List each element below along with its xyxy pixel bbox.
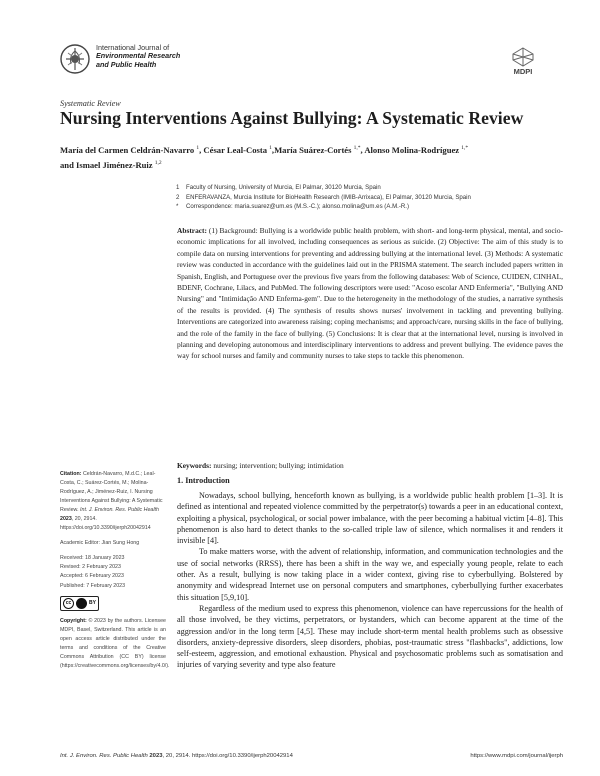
article-type: Systematic Review xyxy=(60,99,121,108)
journal-logo-icon xyxy=(60,44,90,74)
mdpi-logo xyxy=(506,46,540,76)
footer-journal-link[interactable]: https://www.mdpi.com/journal/ijerph xyxy=(470,753,563,759)
paragraph: Nowadays, school bullying, henceforth known as bullying, is a worldwide public health problem [1–3]. It is defined as intentional and repeated violence committed by the perpetrator(s) towards a peer in an educational context, exploiting a physical, psychological, or social power imbalance, with the peer becoming a habitual victim [4–8]. This phenomenon is also hard to detect thanks to the so-called triple law of silence, which normalises it and renders it invisible [4]. xyxy=(177,491,563,546)
attribution-icon xyxy=(76,598,87,609)
creative-commons-icon: cc xyxy=(63,598,74,609)
published-date: Published: 7 February 2023 xyxy=(60,582,126,589)
citation: Citation: Celdrán-Navarro, M.d.C.; Leal-Costa, C.; Suárez-Cortés, M.; Molina-Rodríguez, A.; Jiménez-Ruiz, I. Nursing Interventions Against Bullying: A Systematic Review. Int. J. Environ. Res. Public Health 2023, 20, 2914. https://doi.org/10.3390/ijerph20042914 xyxy=(60,471,163,532)
affiliations: 1 Faculty of Nursing, University of Murcia, El Palmar, 30120 Murcia, Spain 2 ENFERAVANZA, Murcia Institute for BioHealth Research (IMIB-Arrixaca), El Palmar, 30120 Murcia, Spain * Correspondence: maria.suarez@um.es (M.S.-C.); alonso.molina@um.es (A.M.-R.) xyxy=(176,184,471,210)
accepted-date: Accepted: 6 February 2023 xyxy=(60,573,124,580)
footer-citation: Int. J. Environ. Res. Public Health 2023, 20, 2914. https://doi.org/10.3390/ijerph20042914 xyxy=(60,753,293,759)
article-sidebar xyxy=(60,470,170,671)
mdpi-label: MDPI xyxy=(513,67,533,76)
author-list: María del Carmen Celdrán-Navarro $^1$, César Leal-Costa $^1$,María Suárez-Cortés $^{1,*}$, Alonso Molina-Rodríguez $^{1,*}$ and Ismael Jiménez-Ruiz $^{1,2}$ xyxy=(60,144,469,171)
cc-license-badge[interactable]: cc BY xyxy=(60,596,166,611)
paragraph: To make matters worse, with the advent of relationship, information, and communication technologies and the use of social networks (RRSS), there has been a shift in the way we, and especially young people, relate to each other. As a result, bullying is now taking place in a wider context, giving rise to cyberbullying. Bolstered by anonymity and widespread Internet use on personal computers and smartphones, cyberbullying further exacerbates this situation [5,9,10]. xyxy=(177,547,563,602)
abstract: Abstract: (1) Background: Bullying is a worldwide public health problem, with short- and long-term physical, mental, and socio-economic implications for all involved, including consequences as serious as suicide. (2) Objective: The aim of this study is to compile data on nursing interventions for preventing and addressing bullying at the international level. (3) Methods: A systematic review was conducted in accordance with the guidelines laid out in the PRISMA statement. The search included papers written in Spanish, English, and Portuguese over the previous five years from the following databases: Web of Science, CUIDEN, CINHAL, BDENF, Cochrane, Lilacs, and PubMed. The following descriptors were used: "Acoso escolar AND Enfermería", "Bullying AND Nursing" and "Intimidação AND Enferma-gem". Due to the heterogeneity in the methodology of the studies, a narrative synthesis of the results is provided. (4) The synthesis of results shows nurses' involvement in tackling and preventing bullying. Interventions are categorized into awareness raising; coping mechanisms; and approach/care, nursing skills in the face of bullying, and the role of the family in the face of bullying. (5) Conclusions: It is clear that at the international level, nursing is involved in planning and developing autonomous and interdisciplinary interventions to address and prevent bullying. The evidence paves the way for school nurses and family and community nurses to take steps to tackle this phenomenon. xyxy=(177,226,563,361)
paragraph: Regardless of the medium used to express this phenomenon, violence can have repercussions for the health of all those involved, be they victims, perpetrators, or bystanders, which can become apparent at the time of the aggression and/or in the long term [4,5]. These may include short-term mental health problems such as obsessive disorders, anxiety-depressive disorders, sleep disorders, phobias, post-traumatic stress "flashbacks", addictions, low self-esteem, aggression, and emotional exhaustion. Physical and psychosomatic problems such as somatisation and injuries of varying severity and type also feature xyxy=(177,603,563,670)
page-title: Nursing Interventions Against Bullying: A Systematic Review xyxy=(60,108,524,128)
copyright-notice: Copyright: © 2023 by the authors. Licensee MDPI, Basel, Switzerland. This article is an open access article distributed under the terms and conditions of the Creative Commons Attribution (CC BY) license (https://creativecommons.org/licenses/by/4.0/). xyxy=(60,617,170,669)
page-footer xyxy=(60,753,563,759)
section-heading: 1. Introduction xyxy=(177,476,230,485)
body-text xyxy=(177,490,563,671)
academic-editor: Academic Editor: Jian Sung Hong xyxy=(60,540,140,547)
journal-name: International Journal of Environmental Research and Public Health xyxy=(96,43,181,69)
revised-date: Revised: 2 February 2023 xyxy=(60,564,121,571)
received-date: Received: 18 January 2023 xyxy=(60,555,125,562)
keywords: Keywords: nursing; intervention; bullying; intimidation xyxy=(177,461,344,470)
